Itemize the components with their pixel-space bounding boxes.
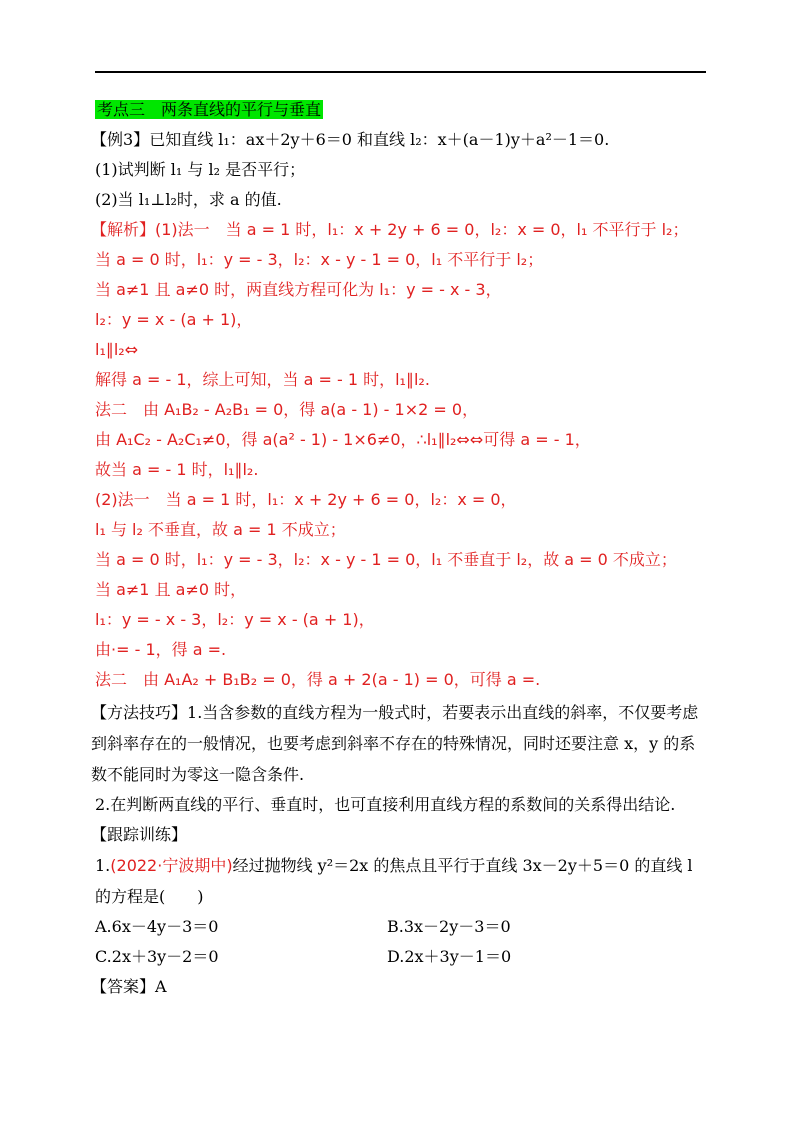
solution-line: 法二 由 A₁A₂ + B₁B₂ = 0，得 a + 2(a - 1) = 0，可得 a =.: [95, 670, 541, 689]
solution-line: 法二 由 A₁B₂ - A₂B₁ = 0，得 a(a - 1) - 1×2 = 0，: [95, 400, 479, 419]
example-q1: (1)试判断 l₁ 与 l₂ 是否平行；: [95, 160, 306, 179]
question-source: (2022·宁波期中): [110, 856, 233, 875]
document-body: [91, 95, 710, 1002]
training-question: 1.(2022·宁波期中)经过抛物线 y²＝2x 的焦点且平行于直线 3x－2y＋5＝0 的直线 l 的方程是( ): [95, 856, 693, 906]
solution-line: l₁∥l₂⇔: [95, 340, 139, 359]
example-stem: 【例3】已知直线 l₁：ax＋2y＋6＝0 和直线 l₂：x＋(a－1)y＋a²－1＝0.: [91, 130, 610, 149]
training-label: 【跟踪训练】: [91, 825, 188, 844]
option-c: C.2x＋3y－2＝0: [95, 947, 219, 966]
answer: 【答案】A: [91, 977, 167, 996]
solution-line: 由·= - 1，得 a =.: [95, 640, 227, 659]
header-rule: [95, 71, 706, 73]
solution-line: l₂：y = x - (a + 1)，: [95, 310, 253, 329]
solution-line: l₁ 与 l₂ 不垂直，故 a = 1 不成立；: [95, 520, 346, 539]
solution-line: l₁：y = - x - 3，l₂：y = x - (a + 1)，: [95, 610, 375, 629]
solution-line: 解得 a = - 1，综上可知，当 a = - 1 时，l₁∥l₂.: [95, 370, 430, 389]
section-title-text: 考点三 两条直线的平行与垂直: [97, 100, 322, 119]
solution-line: 当 a = 0 时，l₁：y = - 3，l₂：x - y - 1 = 0，l₁ 不平行于 l₂；: [95, 250, 544, 269]
options-row: [95, 912, 710, 942]
method-tips-p2: 2.在判断两直线的平行、垂直时，也可直接利用直线方程的系数间的关系得出结论.: [95, 795, 676, 814]
options-row: [95, 942, 710, 972]
method-tips-p1: 【方法技巧】1.当含参数的直线方程为一般式时，若要表示出直线的斜率，不仅要考虑到斜率存在的一般情况，也要考虑到斜率不存在的特殊情况，同时还要注意 x，y 的系数不能同时为零这一隐含条件.: [91, 703, 699, 784]
solution-line: 当 a = 0 时，l₁：y = - 3，l₂：x - y - 1 = 0，l₁ 不垂直于 l₂，故 a = 0 不成立；: [95, 550, 677, 569]
section-title: [95, 95, 710, 125]
example-q2: (2)当 l₁⊥l₂时，求 a 的值.: [95, 190, 282, 209]
solution-line: 【解析】(1)法一 当 a = 1 时，l₁：x + 2y + 6 = 0，l₂：x = 0，l₁ 不平行于 l₂；: [91, 220, 689, 239]
solution-line: 故当 a = - 1 时，l₁∥l₂.: [95, 460, 259, 479]
option-a: A.6x－4y－3＝0: [95, 917, 219, 936]
solution-line: 当 a≠1 且 a≠0 时，两直线方程可化为 l₁：y = - x - 3，: [95, 280, 502, 299]
solution-line: 当 a≠1 且 a≠0 时，: [95, 580, 247, 599]
solution-line: (2)法一 当 a = 1 时，l₁：x + 2y + 6 = 0，l₂：x = 0，: [95, 490, 517, 509]
solution-line: 由 A₁C₂ - A₂C₁≠0，得 a(a² - 1) - 1×6≠0，∴l₁∥l₂⇔⇔可得 a = - 1，: [95, 430, 591, 449]
option-b: B.3x－2y－3＝0: [387, 917, 511, 936]
solution-block: [91, 215, 710, 695]
option-d: D.2x＋3y－1＝0: [387, 947, 512, 966]
